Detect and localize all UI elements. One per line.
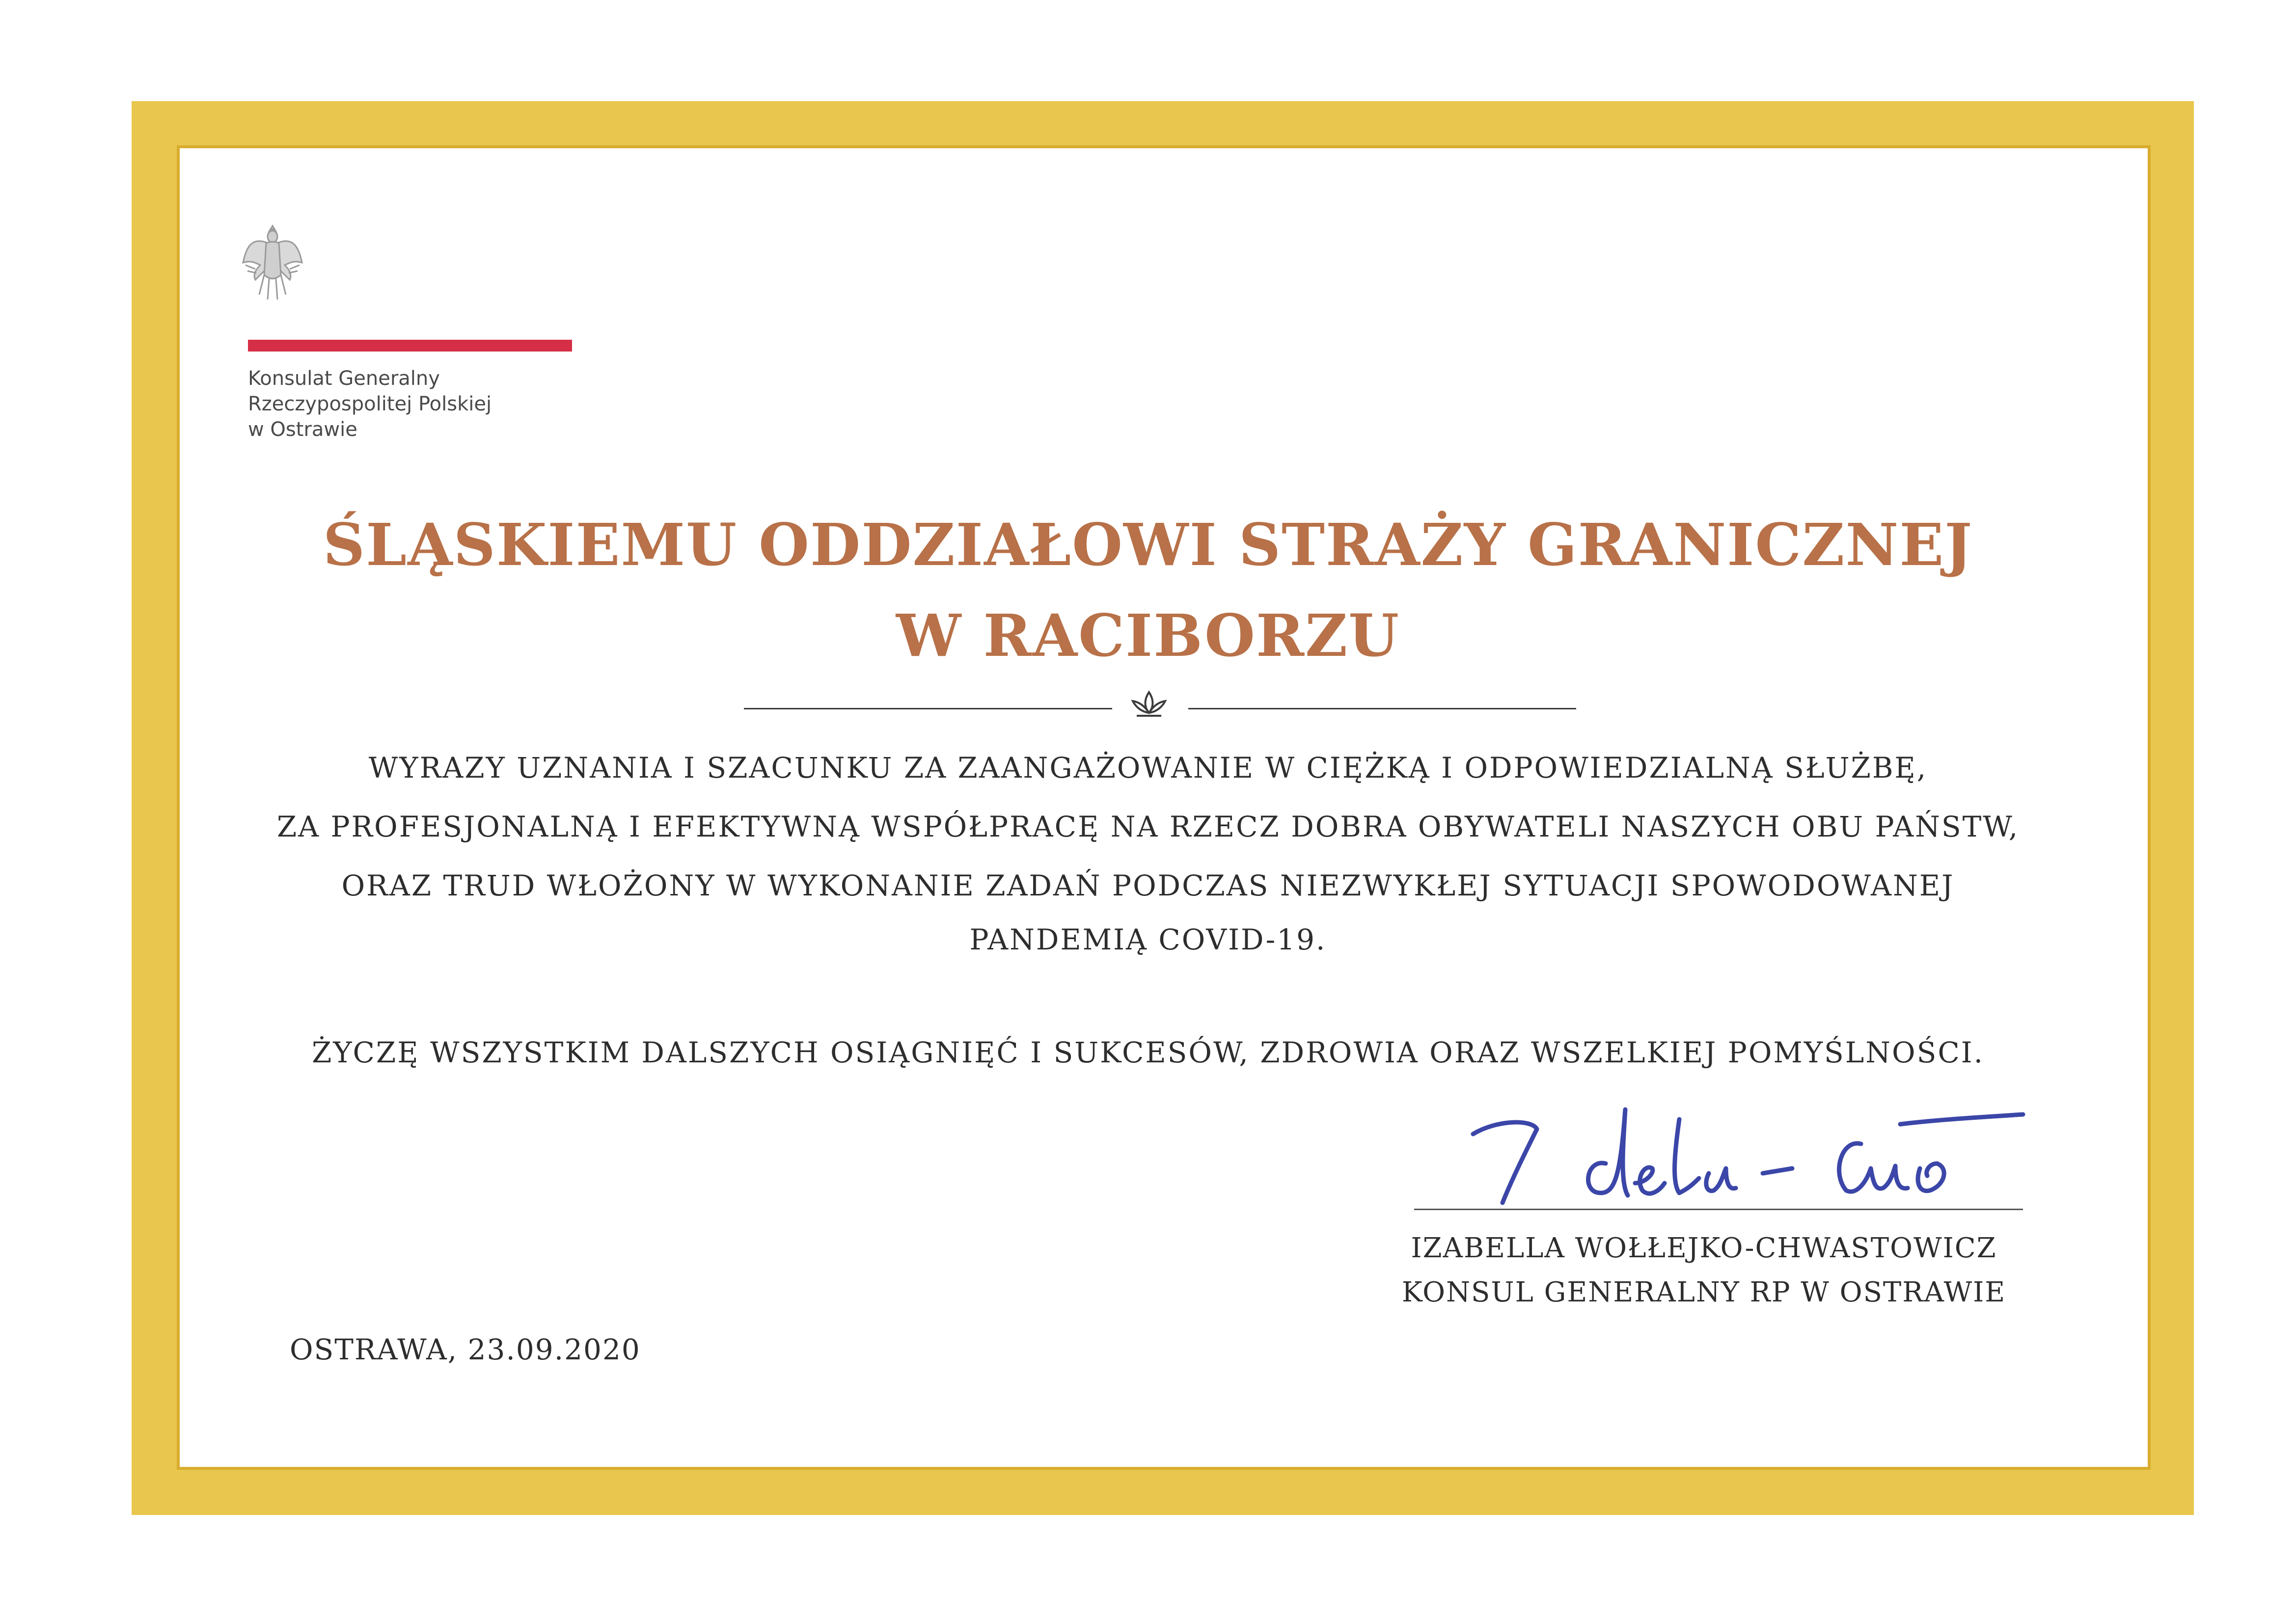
flag-color-bar [248, 340, 572, 352]
handwritten-signature-icon [1458, 1090, 2038, 1217]
lotus-ornament-icon [1127, 687, 1171, 722]
body-text-line-1: WYRAZY UZNANIA I SZACUNKU ZA ZAANGAŻOWANIE W CIĘŻKĄ I ODPOWIEDZIALNĄ SŁUŻBĘ, [368, 751, 1928, 784]
polish-eagle-emblem-icon [241, 216, 304, 304]
certificate-title-line-1: ŚLĄSKIEMU ODDZIAŁOWI STRAŻY GRANICZNEJ [323, 511, 1973, 579]
consulate-name-line-1: Konsulat Generalny [248, 367, 440, 390]
wishes-text: ŻYCZĘ WSZYSTKIM DALSZYCH OSIĄGNIĘĆ I SUKCESÓW, ZDROWIA ORAZ WSZELKIEJ POMYŚLNOŚCI. [311, 1036, 1985, 1069]
signer-name: IZABELLA WOŁŁEJKO-CHWASTOWICZ [1411, 1232, 1997, 1264]
consulate-name-line-2: Rzeczypospolitej Polskiej [248, 393, 492, 415]
signature-line [1414, 1209, 2023, 1210]
signer-role: KONSUL GENERALNY RP W OSTRAWIE [1401, 1276, 2006, 1308]
body-text-line-2: ZA PROFESJONALNĄ I EFEKTYWNĄ WSPÓŁPRACĘ NA RZECZ DOBRA OBYWATELI NASZYCH OBU PAŃSTW, [276, 810, 2020, 843]
body-text-line-4: PANDEMIĄ COVID-19. [969, 923, 1327, 956]
place-and-date: OSTRAWA, 23.09.2020 [290, 1333, 641, 1366]
divider-line-left [744, 708, 1112, 709]
consulate-name-line-3: w Ostrawie [248, 418, 357, 441]
body-text-line-3: ORAZ TRUD WŁOŻONY W WYKONANIE ZADAŃ PODCZAS NIEZWYKŁEJ SYTUACJI SPOWODOWANEJ [341, 869, 1955, 902]
divider-line-right [1188, 708, 1576, 709]
certificate-title-line-2: W RACIBORZU [896, 601, 1400, 670]
